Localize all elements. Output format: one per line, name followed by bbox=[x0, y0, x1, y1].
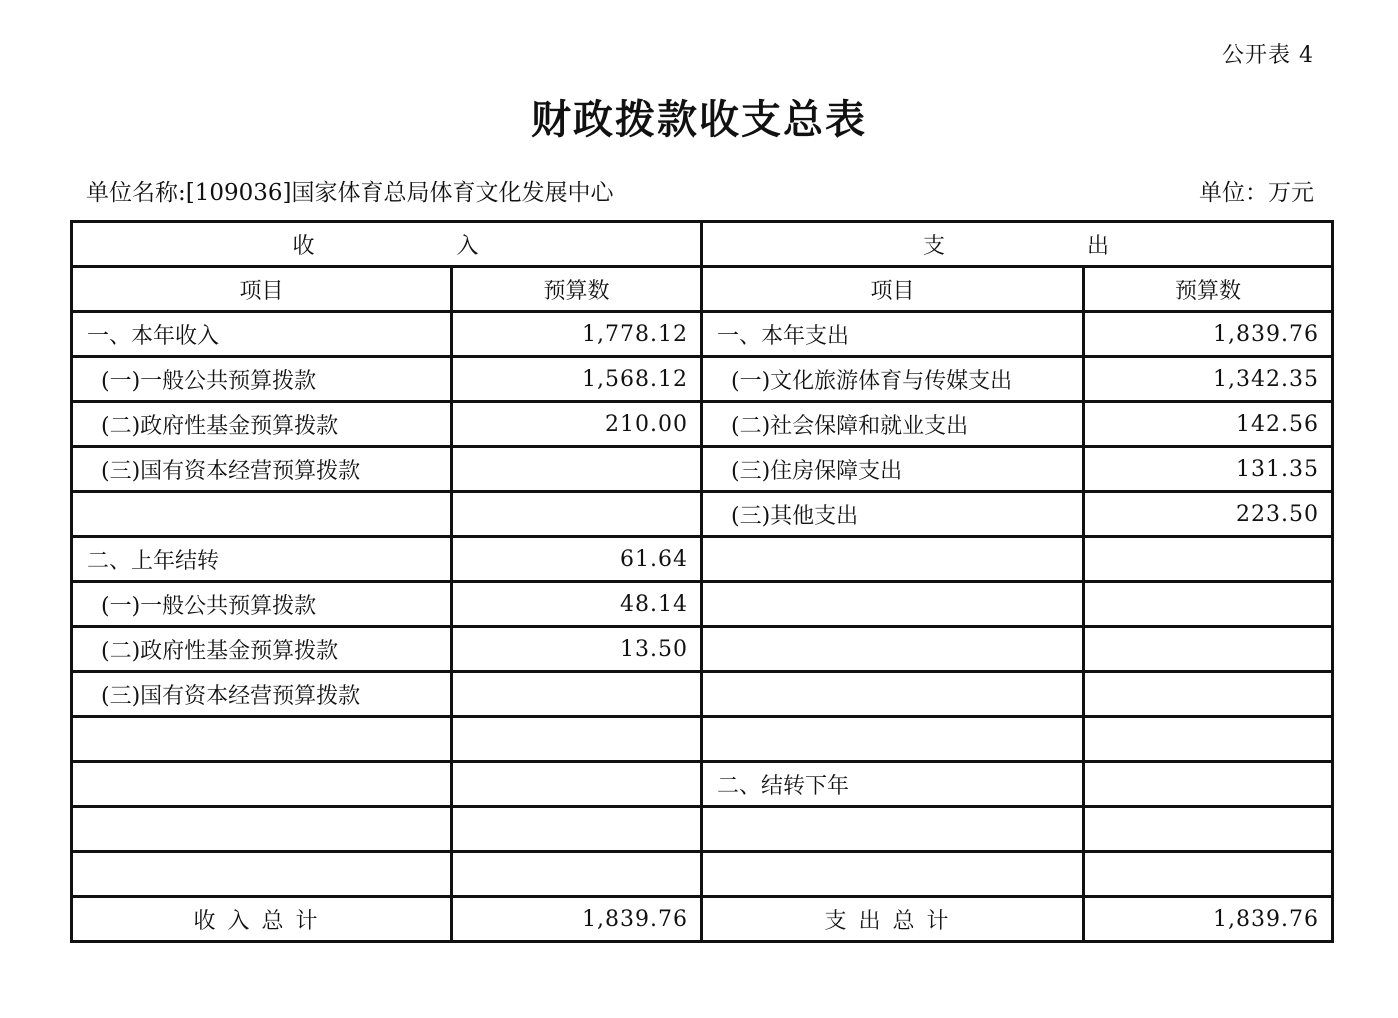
income-section-header bbox=[72, 222, 702, 267]
table-row bbox=[72, 807, 1333, 852]
income-value-cell: 48.14 bbox=[452, 582, 702, 627]
table-row bbox=[72, 447, 1333, 492]
expense-item-cell: 一、本年支出 bbox=[702, 312, 1084, 357]
expense-value-cell: 223.50 bbox=[1084, 492, 1333, 537]
expense-value-cell bbox=[1084, 807, 1333, 852]
expense-item-cell: (三)其他支出 bbox=[702, 492, 1084, 537]
expense-total-value: 1,839.76 bbox=[1084, 897, 1333, 942]
expense-item-cell: (三)住房保障支出 bbox=[702, 447, 1084, 492]
expense-item-cell bbox=[702, 807, 1084, 852]
table-row bbox=[72, 627, 1333, 672]
table-row bbox=[72, 312, 1333, 357]
income-value-cell bbox=[452, 717, 702, 762]
expense-value-cell bbox=[1084, 717, 1333, 762]
income-item-cell bbox=[72, 852, 452, 897]
table-row bbox=[72, 357, 1333, 402]
unit-name: 单位名称:[109036]国家体育总局体育文化发展中心 bbox=[86, 180, 614, 206]
expense-value-cell bbox=[1084, 852, 1333, 897]
page-title: 财政拨款收支总表 bbox=[531, 96, 867, 143]
form-number: 公开表 4 bbox=[1222, 43, 1314, 68]
income-item-cell bbox=[72, 717, 452, 762]
income-value-cell bbox=[452, 807, 702, 852]
income-item-cell: 一、本年收入 bbox=[72, 312, 452, 357]
income-section-left: 收 bbox=[292, 233, 317, 259]
table-row bbox=[72, 582, 1333, 627]
income-value-cell bbox=[452, 447, 702, 492]
income-item-cell: (一)一般公共预算拨款 bbox=[72, 582, 452, 627]
expense-value-cell bbox=[1084, 762, 1333, 807]
income-value-cell: 1,568.12 bbox=[452, 357, 702, 402]
expense-value-cell: 142.56 bbox=[1084, 402, 1333, 447]
income-item-cell: (一)一般公共预算拨款 bbox=[72, 357, 452, 402]
income-item-cell: 二、上年结转 bbox=[72, 537, 452, 582]
income-item-cell: (二)政府性基金预算拨款 bbox=[72, 402, 452, 447]
expense-value-cell bbox=[1084, 627, 1333, 672]
expense-value-cell: 131.35 bbox=[1084, 447, 1333, 492]
income-item-cell: (二)政府性基金预算拨款 bbox=[72, 627, 452, 672]
expense-value-cell: 1,839.76 bbox=[1084, 312, 1333, 357]
expense-value-cell bbox=[1084, 582, 1333, 627]
col-expense-item: 项目 bbox=[702, 267, 1084, 312]
income-item-cell: (三)国有资本经营预算拨款 bbox=[72, 447, 452, 492]
income-section-right: 入 bbox=[456, 233, 481, 259]
table-row bbox=[72, 717, 1333, 762]
income-item-cell bbox=[72, 762, 452, 807]
expense-section-left: 支 bbox=[922, 233, 947, 259]
table-row bbox=[72, 762, 1333, 807]
table-row bbox=[72, 672, 1333, 717]
unit-measure: 单位：万元 bbox=[1199, 180, 1314, 206]
income-item-cell bbox=[72, 492, 452, 537]
expense-item-cell bbox=[702, 537, 1084, 582]
income-item-cell bbox=[72, 807, 452, 852]
expense-item-cell bbox=[702, 672, 1084, 717]
expense-item-cell: 二、结转下年 bbox=[702, 762, 1084, 807]
expense-item-cell bbox=[702, 627, 1084, 672]
col-income-item: 项目 bbox=[72, 267, 452, 312]
income-value-cell bbox=[452, 762, 702, 807]
income-total-value: 1,839.76 bbox=[452, 897, 702, 942]
column-header-row bbox=[72, 267, 1333, 312]
table-row bbox=[72, 537, 1333, 582]
total-row bbox=[72, 897, 1333, 942]
table-row bbox=[72, 402, 1333, 447]
income-value-cell: 61.64 bbox=[452, 537, 702, 582]
income-value-cell: 13.50 bbox=[452, 627, 702, 672]
expense-value-cell bbox=[1084, 672, 1333, 717]
expense-total-label: 支出总计 bbox=[702, 897, 1084, 942]
income-value-cell bbox=[452, 852, 702, 897]
expense-item-cell bbox=[702, 582, 1084, 627]
table-row bbox=[72, 852, 1333, 897]
budget-table bbox=[70, 220, 1334, 943]
income-item-cell: (三)国有资本经营预算拨款 bbox=[72, 672, 452, 717]
income-value-cell bbox=[452, 672, 702, 717]
expense-item-cell bbox=[702, 717, 1084, 762]
income-value-cell bbox=[452, 492, 702, 537]
col-expense-budget: 预算数 bbox=[1084, 267, 1333, 312]
section-header-row bbox=[72, 222, 1333, 267]
expense-value-cell: 1,342.35 bbox=[1084, 357, 1333, 402]
expense-section-header bbox=[702, 222, 1333, 267]
expense-value-cell bbox=[1084, 537, 1333, 582]
income-value-cell: 210.00 bbox=[452, 402, 702, 447]
table-row bbox=[72, 492, 1333, 537]
income-value-cell: 1,778.12 bbox=[452, 312, 702, 357]
expense-item-cell: (一)文化旅游体育与传媒支出 bbox=[702, 357, 1084, 402]
expense-section-right: 出 bbox=[1087, 233, 1112, 259]
expense-item-cell: (二)社会保障和就业支出 bbox=[702, 402, 1084, 447]
income-total-label: 收入总计 bbox=[72, 897, 452, 942]
col-income-budget: 预算数 bbox=[452, 267, 702, 312]
expense-item-cell bbox=[702, 852, 1084, 897]
